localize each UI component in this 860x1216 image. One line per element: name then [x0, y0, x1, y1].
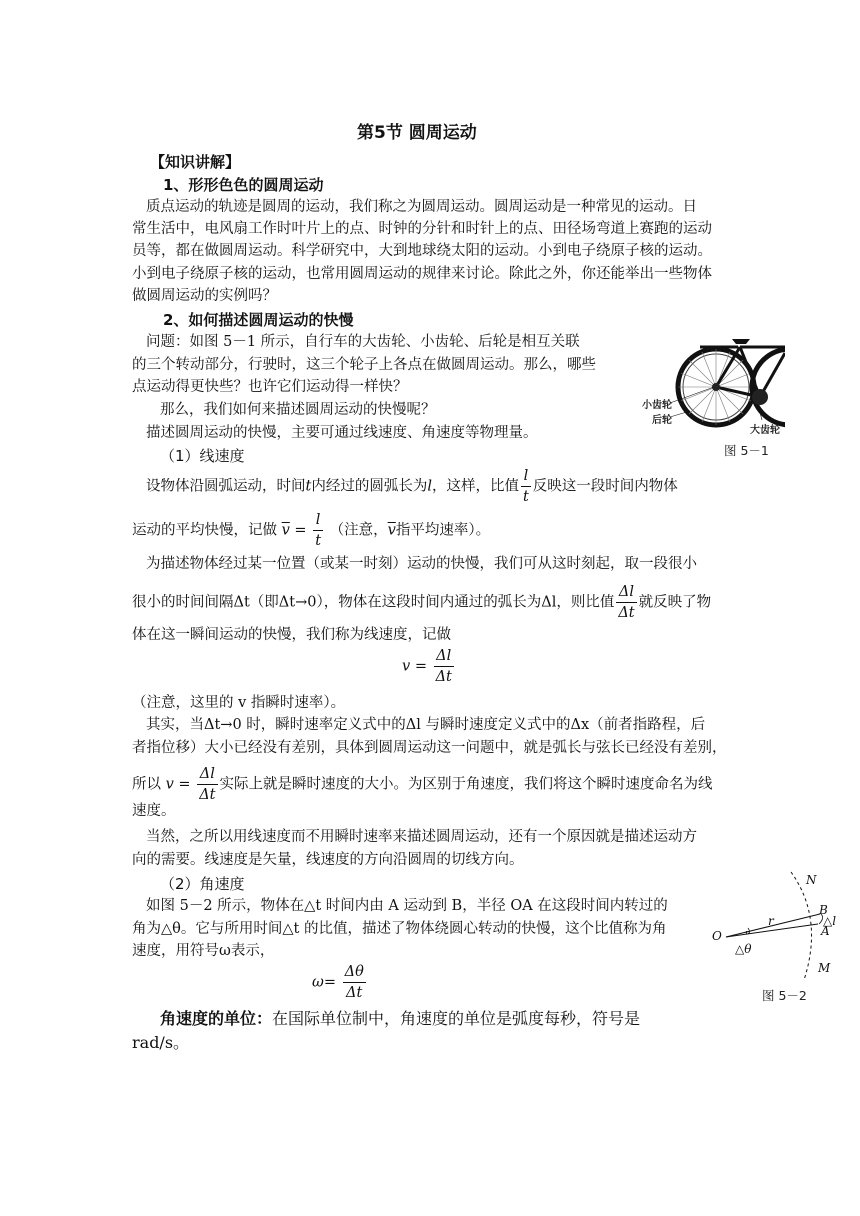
equation-angular-velocity — [312, 962, 368, 1003]
angular-unit-line-2: rad/s。 — [132, 1033, 190, 1052]
label-small-gear: 小齿轮 — [642, 400, 672, 411]
subheading-linear-velocity: （1）线速度 — [160, 447, 245, 465]
figure-5-2-caption: 图 5－2 — [762, 988, 807, 1003]
text: 反映这一段时间内物体 — [532, 478, 678, 495]
para2-line: 的三个转动部分，行驶时，这三个轮子上各点在做圆周运动。那么，哪些 — [132, 357, 596, 373]
var-v: v — [165, 776, 174, 793]
section-heading: 【知识讲解】 — [150, 153, 241, 171]
figure-circle-arc — [706, 866, 846, 986]
label-N: N — [806, 873, 817, 887]
page-title: 第5节 圆周运动 — [357, 123, 477, 143]
text: （注意， — [329, 522, 388, 539]
equation-linear-velocity — [402, 646, 456, 687]
para1-line: 员等，都在做圆周运动。科学研究中，大到地球绕太阳的运动。小到电子绕原子核的运动。 — [132, 243, 712, 259]
para2-line: 点运动得更快些？也许它们运动得一样快？ — [132, 379, 408, 395]
angular-unit-line-1 — [160, 1007, 640, 1031]
numerator: Δl — [434, 646, 454, 667]
angular-line-1: 如图 5－2 所示，物体在△t 时间内由 A 运动到 B，半径 OA 在这段时间内转过的 — [146, 898, 668, 914]
linear-p2-line-3: 体在这一瞬间运动的快慢，我们称为线速度，记做 — [132, 627, 451, 643]
figure-5-1-caption: 图 5－1 — [724, 443, 769, 458]
var-omega: ω — [312, 974, 324, 991]
numerator: l — [313, 510, 323, 531]
linear-line-1 — [146, 466, 678, 507]
text: 所以 — [132, 776, 161, 793]
linear-p3-line-1: 其实，当Δt→0 时，瞬时速率定义式中的Δl 与瞬时速度定义式中的Δx（前者指路程，后 — [146, 717, 706, 733]
var-vbar-2: $\overline{v}$ — [387, 522, 396, 539]
linear-p2-line-1: 为描述物体经过某一位置（或某一时刻）运动的快慢，我们可从这时刻起，取一段很小 — [146, 556, 697, 572]
text: 就反映了物 — [638, 594, 712, 611]
linear-p3-line-2: 者指位移）大小已经没有差别，具体到圆周运动这一问题中，就是弧长与弦长已经没有差别， — [132, 740, 727, 756]
angular-line-3: 速度，用符号ω表示， — [132, 943, 275, 959]
para1-line: 做圆周运动的实例吗？ — [132, 288, 277, 304]
denominator: Δt — [199, 787, 216, 803]
text: 指平均速率）。 — [395, 522, 491, 539]
linear-p2-line-2 — [132, 582, 711, 623]
label-M: M — [818, 961, 831, 975]
text: 运动的平均快慢，记做 — [132, 522, 277, 539]
subheading-2: 2、如何描述圆周运动的快慢 — [163, 311, 354, 329]
equals: = — [294, 522, 307, 539]
para2-line: 那么，我们如何来描述圆周运动的快慢呢？ — [160, 402, 436, 418]
var-t: t — [305, 478, 312, 495]
text: ，这样，比值 — [431, 478, 519, 495]
label-big-gear: 大齿轮 — [750, 425, 780, 436]
denominator: Δt — [618, 605, 635, 621]
linear-p4-line-1: 当然，之所以用线速度而不用瞬时速率来描述圆周运动，还有一个原因就是描述运动方 — [146, 829, 697, 845]
subheading-angular-velocity: （2）角速度 — [160, 875, 245, 893]
text: 内经过的圆弧长为 — [311, 478, 428, 495]
linear-p4-line-2: 向的需要。线速度是矢量，线速度的方向沿圆周的切线方向。 — [132, 852, 524, 868]
label-delta-theta: △θ — [735, 942, 752, 956]
denominator: Δt — [435, 669, 452, 685]
text: 实际上就是瞬时速度的大小。为区别于角速度，我们将这个瞬时速度命名为线 — [219, 776, 713, 793]
var-v: v — [402, 658, 411, 675]
numerator: Δl — [616, 582, 636, 603]
fraction-l-over-t — [521, 466, 531, 507]
unit-text: 在国际单位制中，角速度的单位是弧度每秒，符号是 — [272, 1009, 641, 1028]
fraction-dl-over-dt-3 — [197, 764, 217, 805]
numerator: Δθ — [343, 962, 366, 983]
numerator: Δl — [197, 764, 217, 785]
linear-p3-line-4: 速度。 — [132, 803, 176, 819]
unit-label: 角速度的单位： — [160, 1009, 273, 1028]
label-O: O — [712, 929, 722, 943]
linear-note: （注意，这里的 v 指瞬时速率）。 — [132, 695, 346, 711]
label-r: r — [768, 914, 774, 928]
angular-line-2: 角为△θ。它与所用时间△t 的比值，描述了物体绕圆心转动的快慢，这个比值称为角 — [132, 921, 667, 937]
var-vbar: $\overline{v}$ — [281, 522, 290, 539]
text: 设物体沿圆弧运动，时间 — [146, 478, 306, 495]
para1-line: 质点运动的轨迹是圆周的运动，我们称之为圆周运动。圆周运动是一种常见的运动。日 — [146, 199, 697, 215]
para2-line: 描述圆周运动的快慢，主要可通过线速度、角速度等物理量。 — [146, 425, 538, 441]
para1-line: 常生活中，电风扇工作时叶片上的点、时钟的分针和时针上的点、田径场弯道上赛跑的运动 — [132, 221, 712, 237]
para1-line: 小到电子绕原子核的运动，也常用圆周运动的规律来讨论。除此之外，你还能举出一些物体 — [132, 266, 712, 282]
denominator: t — [522, 489, 529, 505]
fraction-l-over-t-2 — [313, 510, 323, 551]
var-l: l — [427, 478, 432, 495]
para2-line: 问题：如图 5－1 所示，自行车的大齿轮、小齿轮、后轮是相互关联 — [146, 334, 580, 350]
linear-p3-line-3 — [132, 764, 713, 805]
figure-bicycle — [640, 325, 785, 440]
equals: = — [323, 974, 336, 991]
subheading-1: 1、形形色色的圆周运动 — [163, 176, 324, 194]
label-A: A — [821, 924, 830, 938]
label-delta-l: △l — [823, 914, 837, 928]
fraction-dl-over-dt-eq — [434, 646, 454, 687]
numerator: l — [521, 466, 531, 487]
label-B: B — [819, 903, 828, 917]
fraction-dl-over-dt — [616, 582, 636, 623]
text: 很小的时间间隔Δt（即Δt→0），物体在这段时间内通过的弧长为Δl，则比值 — [132, 594, 615, 611]
denominator: t — [315, 533, 322, 549]
linear-line-2 — [132, 510, 490, 551]
denominator: Δt — [346, 985, 363, 1001]
equals: = — [178, 776, 191, 793]
label-rear-wheel: 后轮 — [652, 415, 672, 426]
equals: = — [414, 658, 427, 675]
fraction-dtheta-over-dt — [343, 962, 366, 1003]
